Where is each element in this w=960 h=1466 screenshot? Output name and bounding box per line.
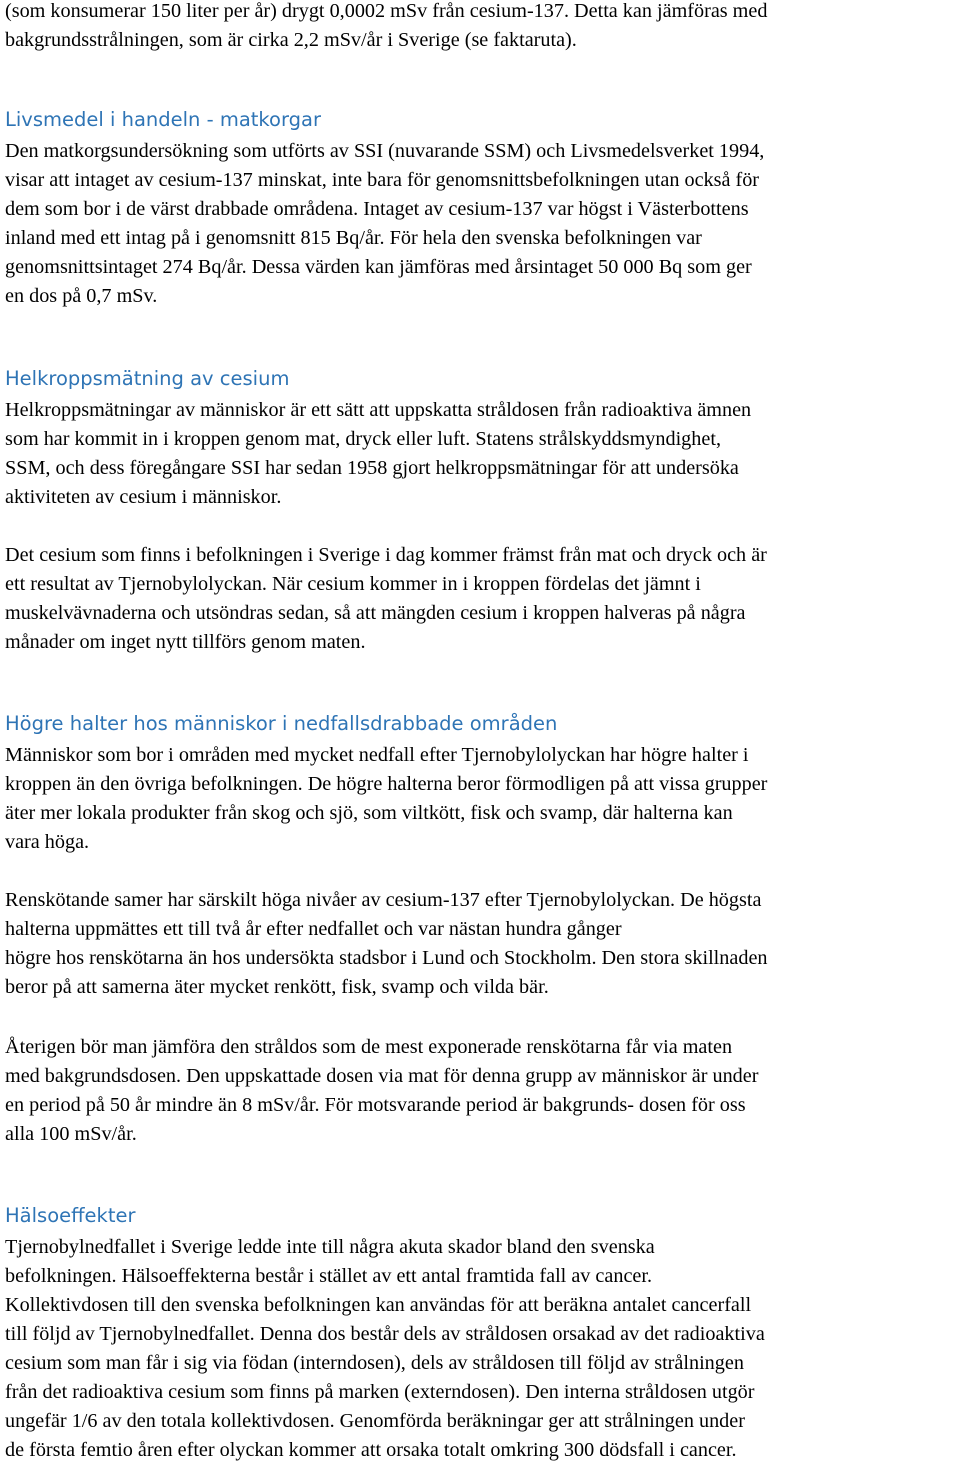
intro-paragraph [5, 0, 767, 55]
text-line: halterna uppmättes ett till två år efter nedfallet och var nästan hundra gånger [5, 918, 622, 940]
paragraph [5, 1033, 758, 1149]
text-line: äter mer lokala produkter från skog och sjö, som viltkött, fisk och svamp, där halterna kan [5, 802, 733, 824]
text-line: Den matkorgsundersökning som utförts av SSI (nuvarande SSM) och Livsmedelsverket 1994, [5, 140, 765, 162]
text-line: med bakgrundsdosen. Den uppskattade dosen via mat för denna grupp av människor är under [5, 1065, 759, 1087]
text-line: alla 100 mSv/år. [5, 1123, 137, 1145]
text-line: Renskötande samer har särskilt höga nivåer av cesium-137 efter Tjernobylolyckan. De högsta [5, 889, 762, 911]
text-line: från det radioaktiva cesium som finns på marken (externdosen). Den interna stråldosen utgör [5, 1381, 755, 1403]
section-heading [5, 364, 289, 394]
text-line: muskelvävnaderna och utsöndras sedan, så att mängden cesium i kroppen halveras på några [5, 602, 746, 624]
text-line: visar att intaget av cesium-137 minskat, inte bara för genomsnittsbefolkningen utan också för [5, 169, 760, 191]
heading-livsmedel: Livsmedel i handeln - matkorgar [5, 108, 321, 131]
paragraph [5, 541, 767, 657]
text-line: Det cesium som finns i befolkningen i Sverige i dag kommer främst från mat och dryck och är [5, 544, 767, 566]
paragraph [5, 137, 764, 311]
heading-halsoeffekter: Hälsoeffekter [5, 1204, 136, 1227]
text-line: månader om inget nytt tillförs genom maten. [5, 631, 366, 653]
text-line: befolkningen. Hälsoeffekterna består i stället av ett antal framtida fall av cancer. [5, 1265, 653, 1287]
text-line: vara höga. [5, 831, 90, 853]
text-line: Kollektivdosen till den svenska befolkningen kan användas för att beräkna antalet cancerfall [5, 1294, 752, 1316]
heading-helkroppsmatning: Helkroppsmätning av cesium [5, 367, 290, 390]
text-line: ett resultat av Tjernobylolyckan. När cesium kommer in i kroppen fördelas det jämnt i [5, 573, 701, 595]
text-line: en dos på 0,7 mSv. [5, 285, 158, 307]
text-line: högre hos renskötarna än hos undersökta stadsbor i Lund och Stockholm. Den stora skillnaden [5, 947, 768, 969]
section-heading [5, 709, 557, 739]
text-line: de första femtio åren efter olyckan kommer att orsaka totalt omkring 300 dödsfall i cancer. [5, 1439, 737, 1461]
section-heading [5, 1201, 136, 1231]
text-line: kroppen än den övriga befolkningen. De högre halterna beror förmodligen på att vissa grupper [5, 773, 768, 795]
paragraph [5, 886, 768, 1002]
heading-hogre-halter: Högre halter hos människor i nedfallsdrabbade områden [5, 712, 558, 735]
text-line: Helkroppsmätningar av människor är ett sätt att uppskatta stråldosen från radioaktiva ämnen [5, 399, 752, 421]
text-line: som har kommit in i kroppen genom mat, dryck eller luft. Statens strålskyddsmyndighet, [5, 428, 721, 450]
text-line: en period på 50 år mindre än 8 mSv/år. För motsvarande period är bakgrunds- dosen för oss [5, 1094, 746, 1116]
paragraph [5, 1233, 765, 1465]
text-line: cesium som man får i sig via födan (interndosen), dels av stråldosen till följd av strålningen [5, 1352, 744, 1374]
text-line: Återigen bör man jämföra den stråldos som de mest exponerade renskötarna får via maten [5, 1036, 733, 1058]
text-line: bakgrundsstrålningen, som är cirka 2,2 mSv/år i Sverige (se faktaruta). [5, 29, 577, 51]
text-line: genomsnittsintaget 274 Bq/år. Dessa värden kan jämföras med årsintaget 50 000 Bq som ger [5, 256, 752, 278]
text-line: Tjernobylnedfallet i Sverige ledde inte till några akuta skador bland den svenska [5, 1236, 655, 1258]
text-line: inland med ett intag på i genomsnitt 815 Bq/år. För hela den svenska befolkningen var [5, 227, 702, 249]
section-heading [5, 105, 321, 135]
text-line: ungefär 1/6 av den totala kollektivdosen. Genomförda beräkningar ger att strålningen under [5, 1410, 745, 1432]
text-line: aktiviteten av cesium i människor. [5, 486, 282, 508]
paragraph [5, 396, 751, 512]
text-line: dem som bor i de värst drabbade områdena. Intaget av cesium-137 var högst i Västerbottens [5, 198, 749, 220]
text-line: SSM, och dess föregångare SSI har sedan 1958 gjort helkroppsmätningar för att undersöka [5, 457, 739, 479]
text-line: Människor som bor i områden med mycket nedfall efter Tjernobylolyckan har högre halter i [5, 744, 749, 766]
paragraph [5, 741, 767, 857]
text-line: till följd av Tjernobylnedfallet. Denna dos består dels av stråldosen orsakad av det radioaktiva [5, 1323, 765, 1345]
text-line: beror på att samerna äter mycket renkött, fisk, svamp och vilda bär. [5, 976, 549, 998]
text-line: (som konsumerar 150 liter per år) drygt 0,0002 mSv från cesium-137. Detta kan jämföras med [5, 0, 768, 22]
